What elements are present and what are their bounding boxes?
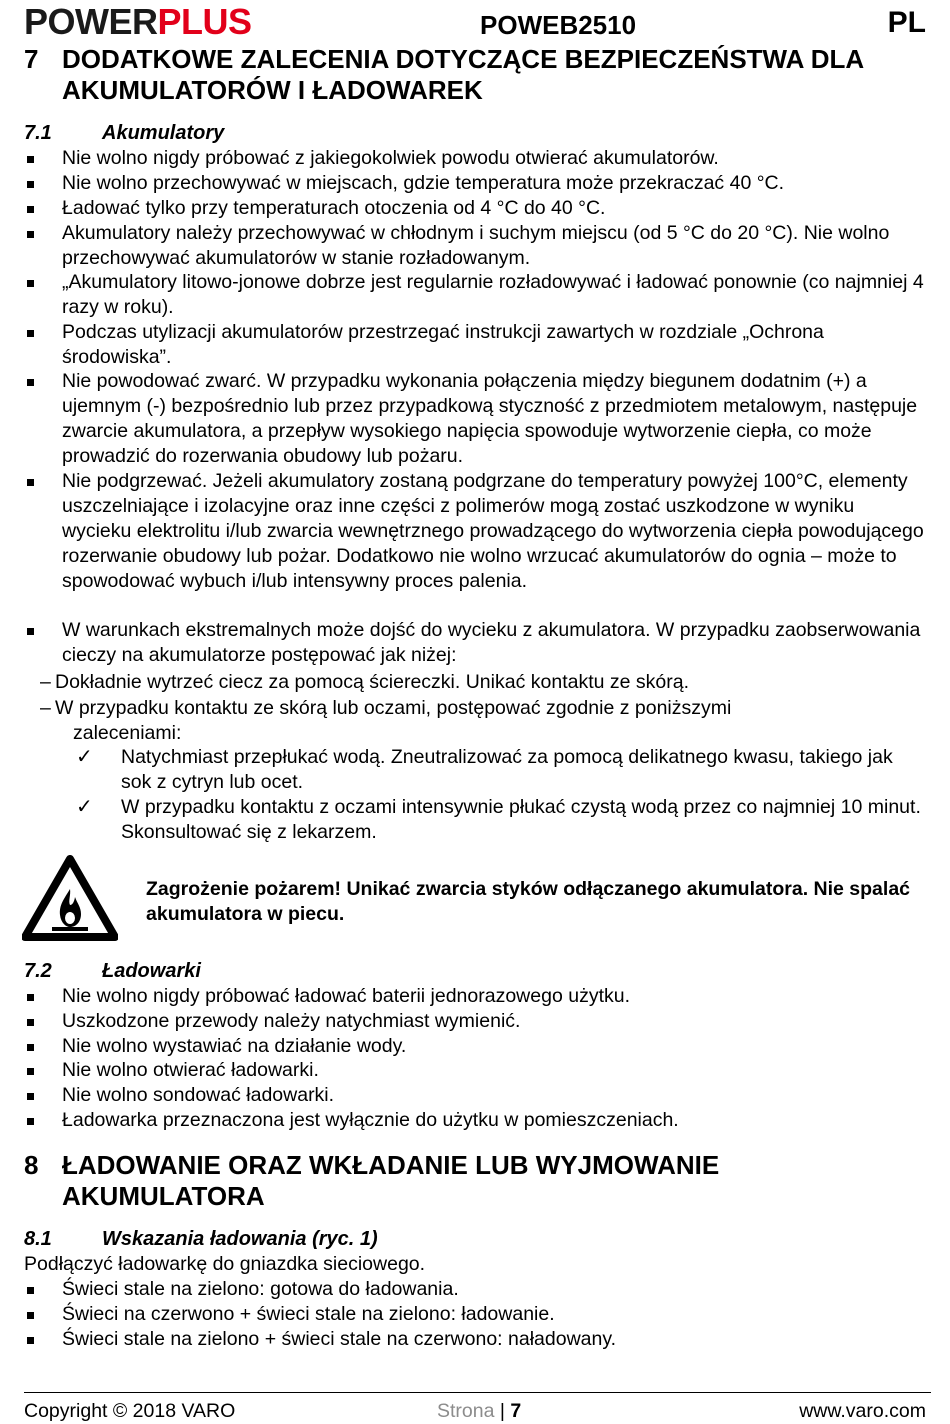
brand-logo [24, 2, 252, 42]
website-link: www.varo.com [799, 1400, 926, 1422]
list-item: Akumulatory należy przechowywać w chłodnym i suchym miejscu (od 5 °C do 20 °C). Nie wolno przechowywać akumulatorów w stanie rozładowanym. [62, 222, 890, 269]
list-item: Świeci stale na zielono + świeci stale na czerwono: naładowany. [62, 1328, 617, 1350]
brand-logo-plus: PLUS [157, 1, 252, 42]
list-item: W warunkach ekstremalnych może dojść do wycieku z akumulatora. W przypadku zaobserwowania cieczy na akumulatorze postępować jak niżej: [62, 619, 921, 666]
section-title: DODATKOWE ZALECENIA DOTYCZĄCE BEZPIECZEŃSTWA DLA AKUMULATORÓW I ŁADOWAREK [62, 44, 864, 105]
subsection-title: Wskazania ładowania (ryc. 1) [102, 1228, 378, 1250]
dash-icon: – [40, 697, 51, 719]
subsection-number: 7.1 [24, 122, 52, 144]
fire-warning-text: Zagrożenie pożarem! Unikać zwarcia styków odłączanego akumulatora. Nie spalać akumulatora w piecu. [146, 878, 911, 925]
list-item: Nie wolno przechowywać w miejscach, gdzie temperatura może przekraczać 40 °C. [62, 172, 785, 194]
list-item: Nie wolno wystawiać na działanie wody. [62, 1035, 407, 1057]
dash-icon: – [40, 671, 51, 693]
list-item: Nie wolno sondować ładowarki. [62, 1084, 335, 1106]
dash-item: – Dokładnie wytrzeć ciecz za pomocą ściereczki. Unikać kontaktu ze skórą. [40, 671, 689, 693]
dash-item: – W przypadku kontaktu ze skórą lub oczami, postępować zgodnie z poniższymi zaleceniami: [40, 697, 732, 744]
subsection-number: 8.1 [24, 1228, 52, 1250]
list-item: Nie podgrzewać. Jeżeli akumulatory zostaną podgrzane do temperatury powyżej 100°C, elementy uszczelniające i izolacyjne oraz inne części z polimerów mogą zostać uszkodzone w wyniku wycieku elektrolitu i/lub zwarcia wewnętrznego prowadzącego do wytworzenia ciepła powodującego rozerwanie obudowy lub pożar. Dodatkowo nie wolno wrzucać akumulatorów do ognia – może to spowodować wybuch i/lub intensywny proces palenia. [62, 470, 924, 592]
fire-hazard-warning-icon [22, 855, 118, 941]
check-item: ✓ W przypadku kontaktu z oczami intensywnie płukać czystą wodą przez co najmniej 10 minut. Skonsultować się z lekarzem. [76, 796, 921, 843]
list-item: Ładowarka przeznaczona jest wyłącznie do użytku w pomieszczeniach. [62, 1109, 679, 1131]
checkmark-icon: ✓ [76, 796, 93, 818]
list-item: Nie wolno nigdy próbować z jakiegokolwiek powodu otwierać akumulatorów. [62, 147, 719, 169]
section-7-heading [24, 44, 922, 106]
section-number: 7 [24, 44, 39, 74]
section-title: ŁADOWANIE ORAZ WKŁADANIE LUB WYJMOWANIE AKUMULATORA [62, 1150, 720, 1211]
list-item: Nie powodować zwarć. W przypadku wykonania połączenia między biegunem dodatnim (+) a ujemnym (-) bezpośrednio lub przez przypadkową styczność z przedmiotem metalowym, następuje zwarcie akumulatora, a przepływ wysokiego napięcia spowoduje wytworzenie ciepła, co może prowadzić do rozerwania obudowy lub pożaru. [62, 370, 918, 467]
list-item: Świeci na czerwono + świeci stale na zielono: ładowanie. [62, 1303, 555, 1325]
copyright-text: Copyright © 2018 VARO [24, 1400, 236, 1422]
intro-text: Podłączyć ładowarkę do gniazdka sieciowego. [24, 1253, 426, 1275]
subsection-number: 7.2 [24, 960, 52, 982]
page-separator: | [499, 1400, 505, 1422]
section-8-heading [24, 1150, 822, 1212]
model-number: POWEB2510 [480, 10, 637, 40]
page-label: Strona [437, 1400, 495, 1422]
page-number-value: 7 [510, 1400, 522, 1422]
list-item: Świeci stale na zielono: gotowa do ładowania. [62, 1278, 459, 1300]
section-number: 8 [24, 1150, 39, 1180]
page-number [437, 1399, 521, 1423]
language-code: PL [887, 6, 926, 39]
subsection-title: Akumulatory [102, 122, 225, 144]
check-item: ✓ Natychmiast przepłukać wodą. Zneutralizować za pomocą delikatnego kwasu, takiego jak sok z cytryn lub ocet. [76, 746, 893, 793]
footer-divider [24, 1392, 931, 1393]
list-item: Nie wolno otwierać ładowarki. [62, 1059, 319, 1081]
subsection-title: Ładowarki [102, 960, 201, 982]
list-item: Nie wolno nigdy próbować ładować baterii jednorazowego użytku. [62, 985, 630, 1007]
list-item: „Akumulatory litowo-jonowe dobrze jest regularnie rozładowywać i ładować ponownie (co najmniej 4 razy w roku). [62, 271, 924, 318]
checkmark-icon: ✓ [76, 746, 93, 768]
list-item: Uszkodzone przewody należy natychmiast wymienić. [62, 1010, 521, 1032]
brand-logo-power: POWER [24, 1, 158, 42]
list-item: Ładować tylko przy temperaturach otoczenia od 4 °C do 40 °C. [62, 197, 606, 219]
list-item: Podczas utylizacji akumulatorów przestrzegać instrukcji zawartych w rozdziale „Ochrona środowiska”. [62, 321, 824, 368]
